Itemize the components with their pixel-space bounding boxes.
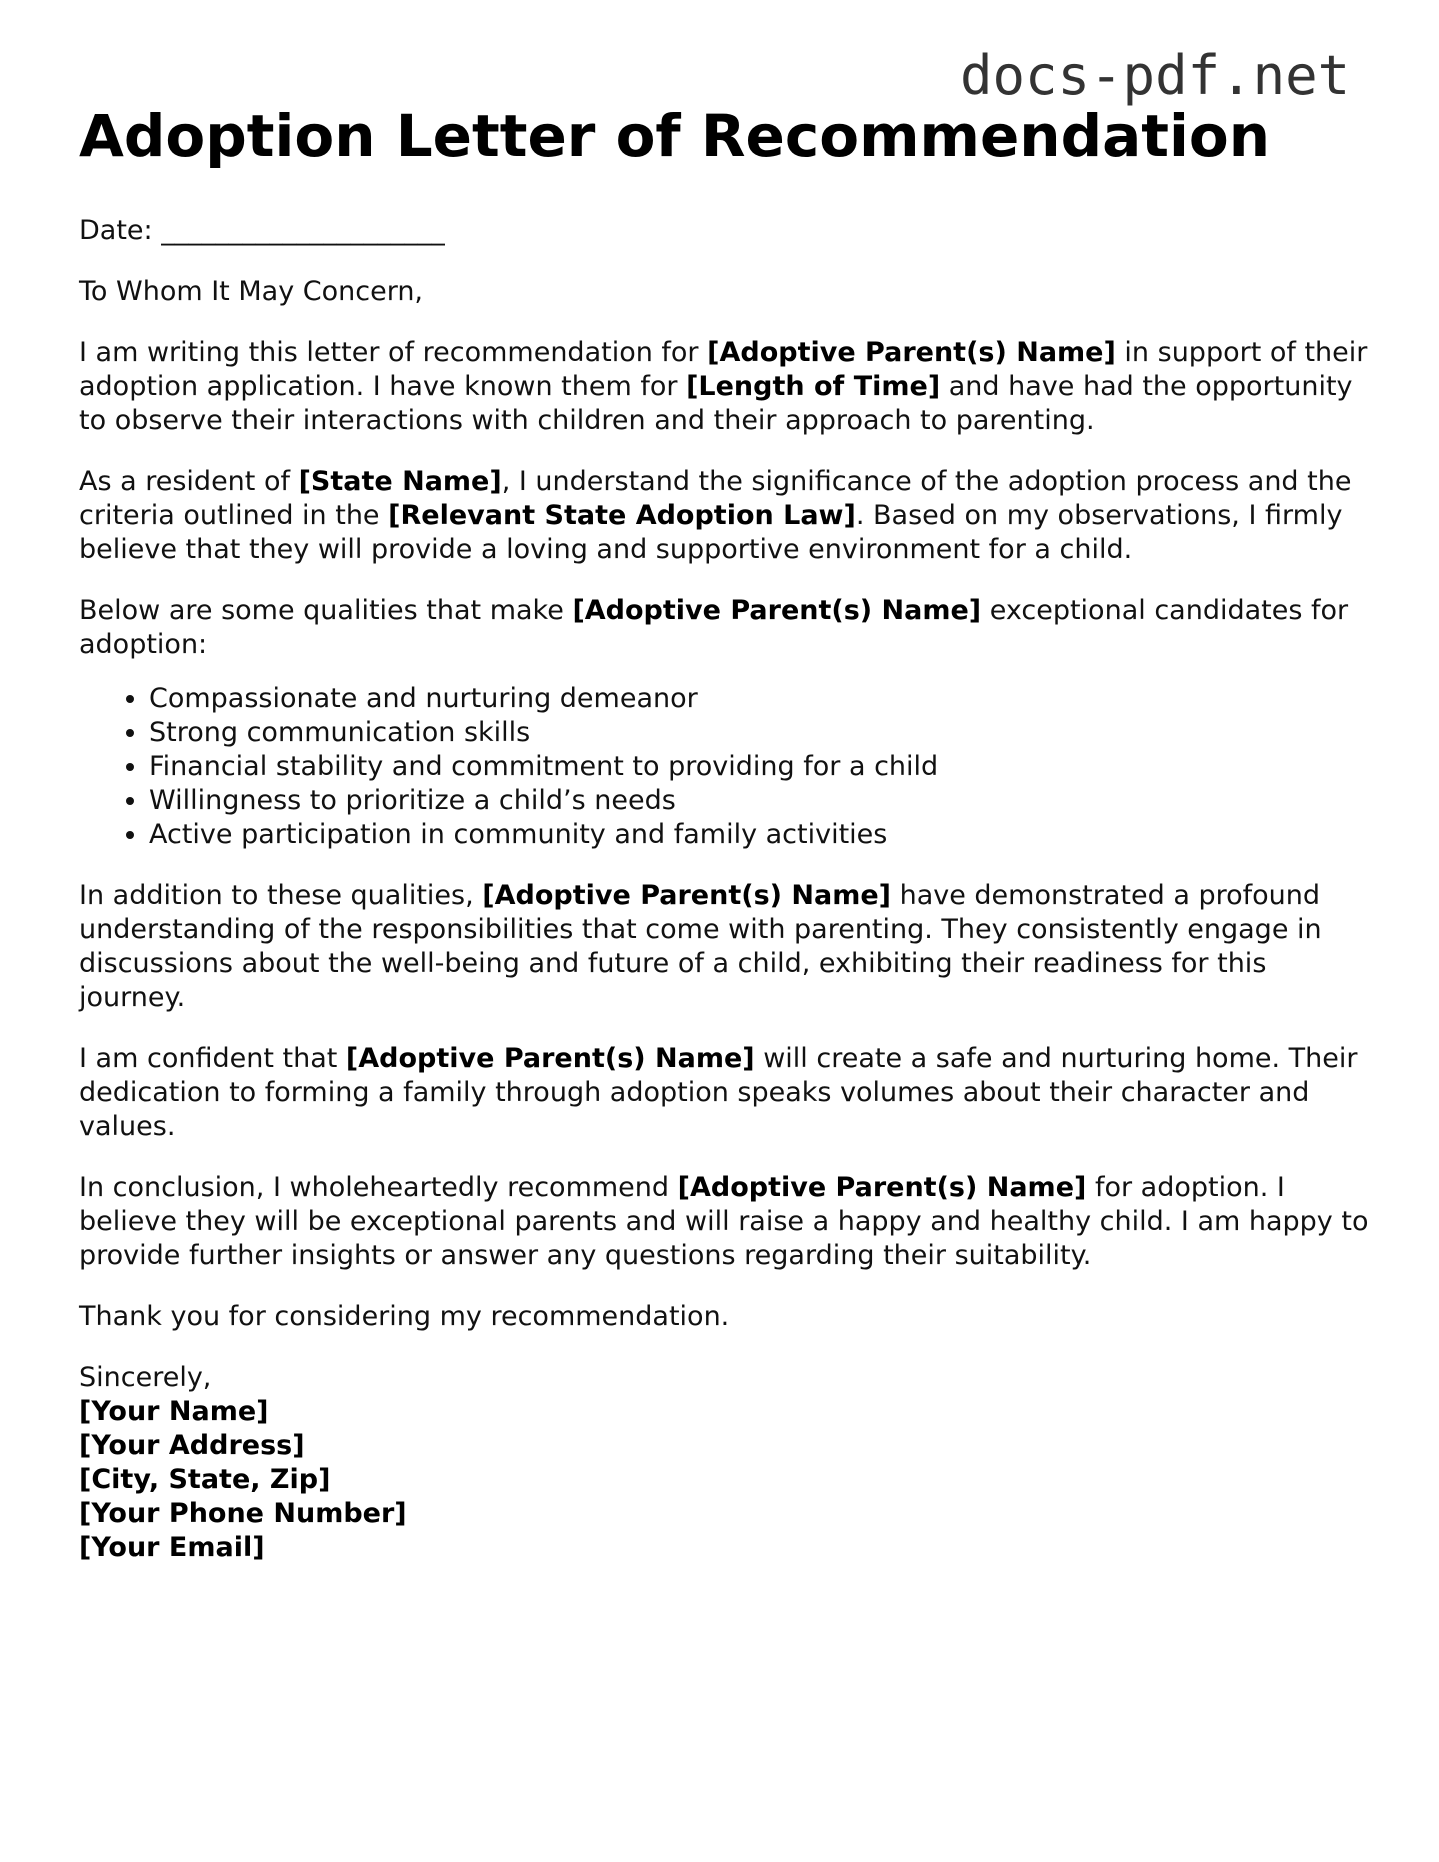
paragraph-qualities-intro — [79, 594, 1379, 662]
list-item: • Compassionate and nurturing demeanor — [149, 682, 1379, 716]
text: , I understand the significance of the adoption process and the criteria outlined in the — [79, 466, 1352, 531]
thanks-line: Thank you for considering my recommendation. — [79, 1301, 730, 1332]
placeholder-phone: [Your Phone Number] — [79, 1498, 407, 1529]
text: I am confident that — [79, 1043, 346, 1074]
paragraph-understanding — [79, 879, 1379, 1015]
text: I am writing this letter of recommendation for — [79, 337, 708, 368]
paragraph-intro — [79, 336, 1379, 438]
placeholder-your-name: [Your Name] — [79, 1396, 269, 1427]
list-item: • Active participation in community and family activities — [149, 818, 1379, 852]
placeholder-parent-name: [Adoptive Parent(s) Name] — [677, 1172, 1087, 1203]
placeholder-city-state-zip: [City, State, Zip] — [79, 1464, 331, 1495]
letter-body — [79, 96, 1379, 1565]
placeholder-email: [Your Email] — [79, 1532, 265, 1563]
paragraph-conclusion — [79, 1171, 1379, 1273]
list-item: • Willingness to prioritize a child’s needs — [149, 784, 1379, 818]
date-line: Date: _____________________ — [79, 215, 445, 246]
paragraph-confidence — [79, 1042, 1379, 1144]
text: Below are some qualities that make — [79, 595, 573, 626]
text: in support of their adoption application. I have known them for — [79, 337, 1368, 402]
placeholder-state-law: [Relevant State Adoption Law] — [388, 500, 856, 531]
text: and have had the opportunity to observe their interactions with children and their approach to parenting. — [79, 371, 1353, 436]
text: In addition to these qualities, — [79, 880, 483, 911]
text: . Based on my observations, I firmly believe that they will provide a loving and supportive environment for a child. — [79, 500, 1343, 565]
text: have demonstrated a profound understanding of the responsibilities that come with parenting. They consistently engage in discussions about the well-being and future of a child, exhibiting their readiness for this journey. — [79, 880, 1322, 1013]
text: As a resident of — [79, 466, 299, 497]
page-title: Adoption Letter of Recommendation — [79, 102, 1270, 170]
text: In conclusion, I wholeheartedly recommend — [79, 1172, 678, 1203]
placeholder-parent-name: [Adoptive Parent(s) Name] — [345, 1043, 755, 1074]
closing: Sincerely, — [79, 1362, 212, 1393]
salutation: To Whom It May Concern, — [79, 276, 424, 307]
qualities-list — [79, 682, 1379, 852]
placeholder-parent-name: [Adoptive Parent(s) Name] — [707, 337, 1116, 368]
placeholder-parent-name: [Adoptive Parent(s) Name] — [482, 880, 891, 911]
text: will create a safe and nurturing home. Their dedication to forming a family through adoption speaks volumes about their character and values. — [79, 1043, 1358, 1142]
list-item: • Financial stability and commitment to providing for a child — [149, 750, 1379, 784]
text: exceptional candidates for adoption: — [79, 595, 1349, 660]
text: for adoption. I believe they will be exceptional parents and will raise a happy and healthy child. I am happy to provide further insights or answer any questions regarding their suitability. — [79, 1172, 1369, 1271]
placeholder-your-address: [Your Address] — [79, 1430, 305, 1461]
placeholder-parent-name: [Adoptive Parent(s) Name] — [572, 595, 982, 626]
placeholder-length-of-time: [Length of Time] — [686, 371, 941, 402]
list-item: • Strong communication skills — [149, 716, 1379, 750]
placeholder-state-name: [State Name] — [298, 466, 502, 497]
paragraph-state — [79, 465, 1379, 567]
watermark: docs-pdf.net — [960, 44, 1351, 107]
signature-block — [79, 1361, 1379, 1565]
